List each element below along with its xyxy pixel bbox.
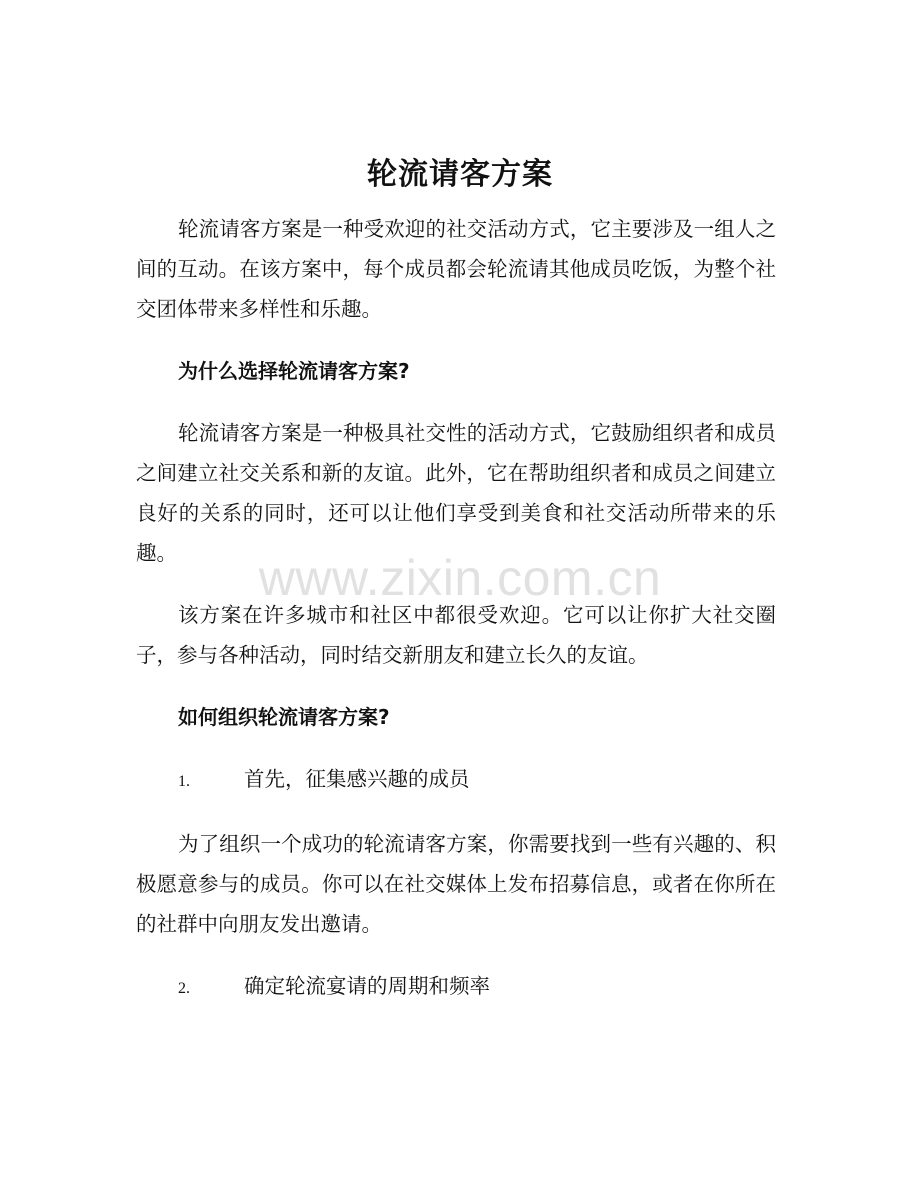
list-number: 2.	[178, 980, 190, 997]
section-heading-why: 为什么选择轮流请客方案?	[178, 359, 410, 383]
list-number: 1.	[178, 773, 190, 790]
list-item-text: 确定轮流宴请的周期和频率	[244, 974, 490, 998]
why-paragraph-2: 该方案在许多城市和社区中都很受欢迎。它可以让你扩大社交圈子，参与各种活动，同时结交新朋友和建立长久的友谊。	[136, 603, 776, 667]
list-item-text: 首先，征集感兴趣的成员	[244, 767, 470, 791]
list-item-step-2	[136, 966, 776, 1009]
why-paragraph-1: 轮流请客方案是一种极具社交性的活动方式，它鼓励组织者和成员之间建立社交关系和新的友谊。此外，它在帮助组织者和成员之间建立良好的关系的同时，还可以让他们享受到美食和社交活动所带来的乐趣。	[136, 421, 776, 565]
document-body	[136, 209, 776, 1031]
list-item-step-1	[136, 759, 776, 802]
watermark-text: www.zixin.com.cn	[258, 550, 662, 606]
document-title: 轮流请客方案	[367, 157, 553, 192]
step1-paragraph: 为了组织一个成功的轮流请客方案，你需要找到一些有兴趣的、积极愿意参与的成员。你可以在社交媒体上发布招募信息，或者在你所在的社群中向朋友发出邀请。	[136, 832, 776, 936]
intro-paragraph: 轮流请客方案是一种受欢迎的社交活动方式，它主要涉及一组人之间的互动。在该方案中，每个成员都会轮流请其他成员吃饭，为整个社交团体带来多样性和乐趣。	[136, 217, 776, 321]
section-heading-how: 如何组织轮流请客方案?	[178, 705, 390, 729]
